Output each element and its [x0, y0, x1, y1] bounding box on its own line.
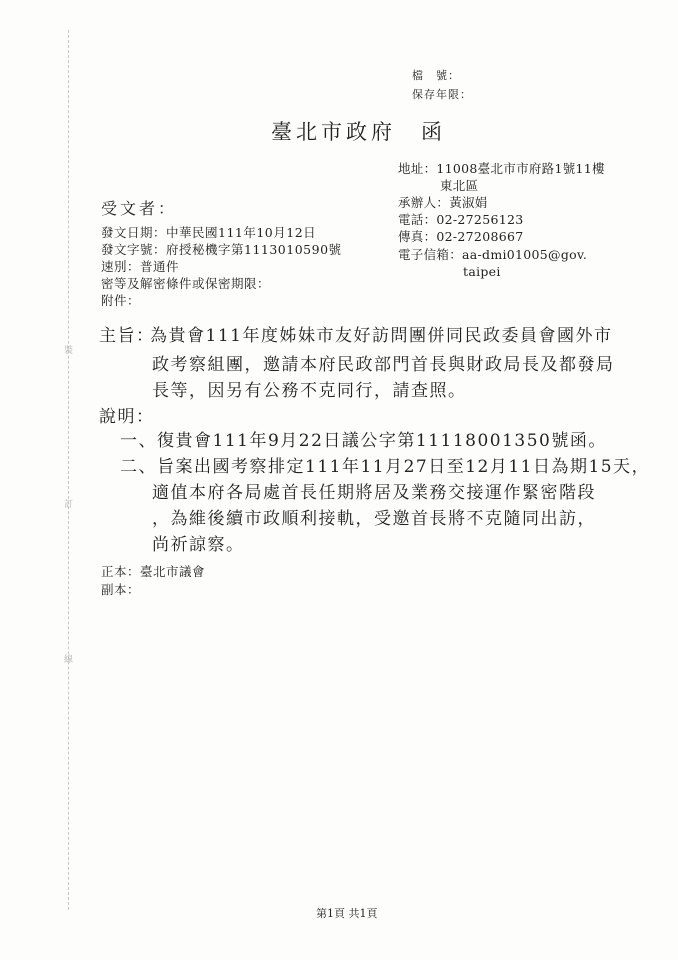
file-number-label: 檔 號：	[412, 69, 460, 82]
handler: 承辦人：黃淑娟	[398, 195, 488, 210]
explanation-label: 說明：	[99, 407, 155, 427]
binding-mark-3: 線	[64, 655, 74, 665]
secrecy-level: 密等及解密條件或保密期限：	[101, 276, 271, 291]
subject-line-2: 政考察組團，邀請本府民政部門首長與財政局長及都發局	[152, 355, 615, 375]
explanation-item-1: 一、復貴會111年9月22日議公字第11118001350號函。	[120, 431, 607, 451]
document-title: 臺北市政府 函	[271, 120, 446, 144]
email-line-2: taipei	[463, 264, 501, 279]
issue-date: 發文日期：中華民國111年10月12日	[101, 225, 317, 240]
page-footer: 第1頁 共1頁	[316, 907, 378, 920]
attachment: 附件：	[101, 293, 141, 308]
copy-recipient: 副本：	[101, 582, 141, 597]
recipient-label: 受文者：	[101, 199, 178, 218]
subject-line-3: 長等，因另有公務不克同行，請查照。	[152, 381, 467, 401]
email-line-1: 電子信箱：aa-dmi01005@gov.	[398, 247, 588, 262]
explanation-item-2-line-3: ，為維後續市政順利接軌，受邀首長將不克隨同出訪，	[152, 509, 596, 529]
address-line-1: 地址：11008臺北市市府路1號11樓	[398, 161, 605, 176]
binding-mark-1: 裝	[64, 346, 74, 356]
explanation-item-2-line-4: 尚祈諒察。	[152, 535, 245, 555]
subject-label: 主旨：	[99, 326, 155, 346]
binding-line	[68, 30, 69, 910]
subject-line-1: 為貴會111年度姊妹市友好訪問團併同民政委員會國外市	[150, 326, 613, 346]
fax: 傳真：02-27208667	[398, 229, 524, 244]
document-number: 發文字號：府授秘機字第1113010590號	[101, 242, 342, 257]
address-line-2: 東北區	[440, 178, 479, 193]
binding-mark-2: 訂	[64, 500, 74, 510]
explanation-item-2-line-1: 二、旨案出國考察排定111年11月27日至12月11日為期15天，	[120, 457, 651, 477]
retention-period-label: 保存年限：	[412, 88, 472, 101]
primary-recipient: 正本：臺北市議會	[101, 564, 206, 579]
explanation-item-2-line-2: 適值本府各局處首長任期將居及業務交接運作緊密階段	[152, 483, 596, 503]
phone: 電話：02-27256123	[398, 212, 524, 227]
delivery-speed: 速別：普通件	[101, 259, 180, 274]
